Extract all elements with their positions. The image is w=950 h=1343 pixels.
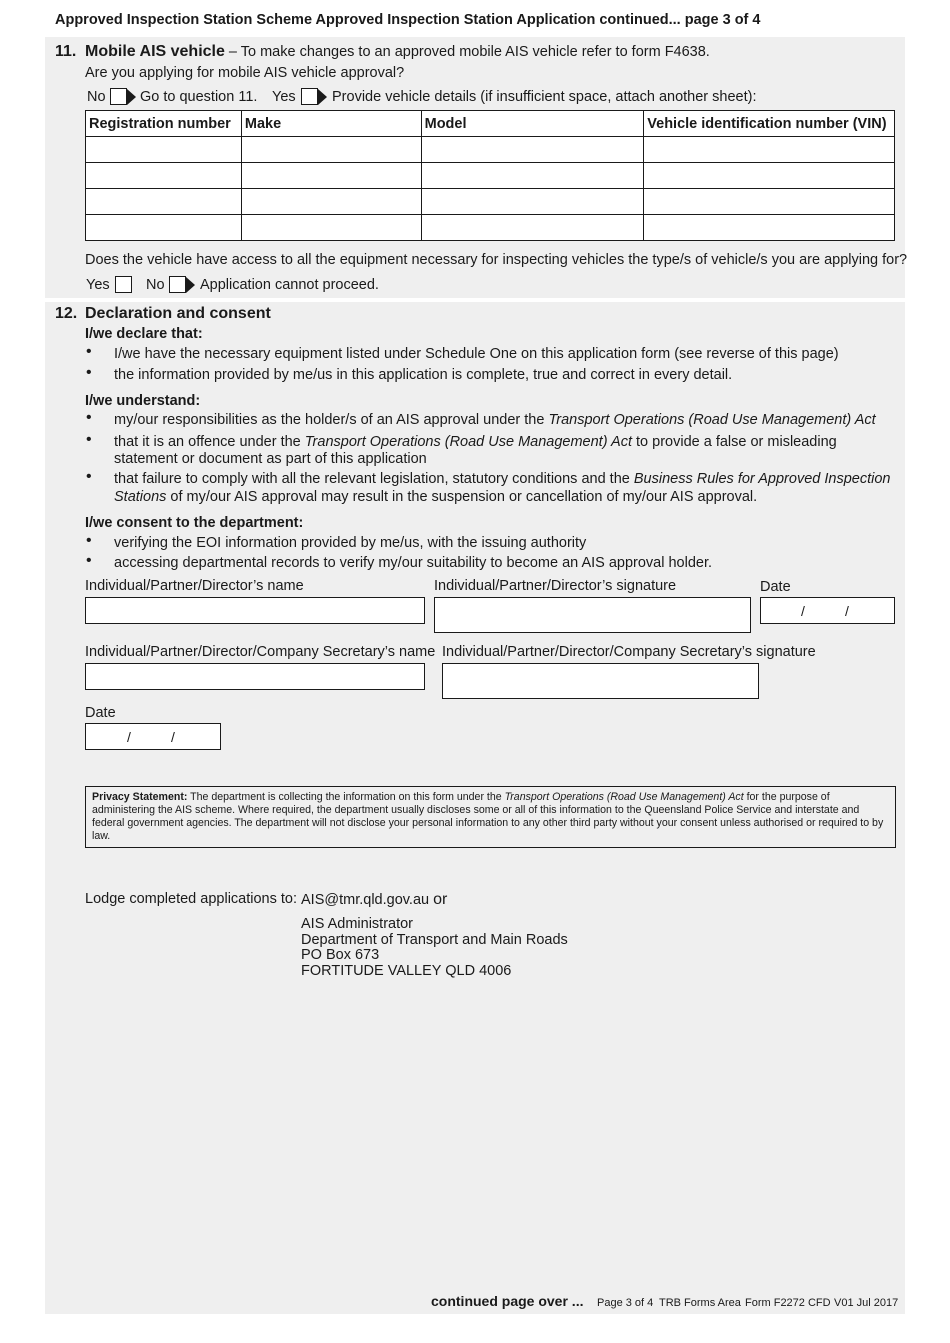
date1-separator: / [801,603,805,619]
column-header-vin: Vehicle identification number (VIN) [644,111,895,137]
vin-cell[interactable] [644,163,895,189]
name1-field[interactable] [85,597,425,624]
lodge-or: or [433,891,448,908]
name1-label: Individual/Partner/Director’s name [85,578,304,594]
question-11-title-line [85,43,710,61]
equip-no-checkbox[interactable] [169,276,186,293]
understand-item: my/our responsibilities as the holder/s of an AIS approval under the Transport Operations (Road Use Management) Act [114,412,876,428]
question-11-title: Mobile AIS vehicle [85,43,225,60]
no-instruction: Go to question 11. [140,89,258,105]
signature2-field[interactable] [442,663,759,699]
registration-cell[interactable] [86,215,242,241]
equip-no-instruction: Application cannot proceed. [200,277,379,293]
model-cell[interactable] [421,189,644,215]
understand-item: that failure to comply with all the relevant legislation, statutory conditions and the Business Rules for Approved Inspection [114,471,891,487]
table-row [86,189,895,215]
date2-label: Date [85,705,116,721]
understand-item-continued: Stations of my/our AIS approval may result in the suspension or cancellation of my/our AIS approval. [114,489,758,505]
understand-item: that it is an offence under the Transport Operations (Road Use Management) Act to provide a false or misleading [114,434,837,450]
bullet-icon: • [86,343,92,360]
sig1-label: Individual/Partner/Director’s signature [434,578,677,594]
model-cell[interactable] [421,215,644,241]
consent-item: verifying the EOI information provided by me/us, with the issuing authority [114,535,587,551]
no-label: No [87,89,106,105]
no-checkbox[interactable] [110,88,127,105]
footer-area: TRB Forms Area [659,1297,741,1309]
yes-instruction: Provide vehicle details (if insufficient space, attach another sheet): [332,89,757,105]
address-line: Department of Transport and Main Roads [301,932,568,948]
equip-no-label: No [146,277,165,293]
vin-cell[interactable] [644,215,895,241]
make-cell[interactable] [241,189,421,215]
table-row [86,163,895,189]
declare-item: the information provided by me/us in this application is complete, true and correct in every detail. [114,367,733,383]
understand-item-continued: statement or document as part of this application [114,451,427,467]
vehicle-details-table [85,110,895,241]
bullet-icon: • [86,409,92,426]
question-11-number: 11. [55,43,77,60]
understand-heading: I/we understand: [85,393,201,409]
date2-separator: / [127,729,131,745]
lodge-label: Lodge completed applications to: [85,891,298,907]
table-row [86,137,895,163]
lodge-email[interactable]: AIS@tmr.qld.gov.au [301,892,430,908]
question-11-note: – To make changes to an approved mobile AIS vehicle refer to form F4638. [224,44,710,60]
sig2-label: Individual/Partner/Director/Company Secretary’s signature [442,644,816,660]
equip-yes-checkbox[interactable] [115,276,132,293]
name2-field[interactable] [85,663,425,690]
vin-cell[interactable] [644,137,895,163]
lodge-email-line [301,891,447,909]
consent-item: accessing departmental records to verify my/our suitability to become an AIS approval holder. [114,555,713,571]
arrow-icon [127,89,136,105]
yes-checkbox[interactable] [301,88,318,105]
equipment-question: Does the vehicle have access to all the equipment necessary for inspecting vehicles the type/s of vehicle/s you are applying for? [85,252,908,268]
footer-page: Page 3 of 4 [597,1297,654,1309]
page-header: Approved Inspection Station Scheme Approved Inspection Station Application continued... page 3 of 4 [55,12,761,28]
equip-yes-label: Yes [86,277,110,293]
arrow-icon [318,89,327,105]
date1-separator: / [845,603,849,619]
bullet-icon: • [86,364,92,381]
bullet-icon: • [86,431,92,448]
privacy-statement: Privacy Statement: The department is collecting the information on this form under the Transport Operations (Road Use Management) Act for the purpose of administering the AIS scheme. Where required, the department usually discloses some or all of this information to the Queensland Police Service and interstate and federal government agencies. The department will not disclose your personal information to any other third party without your consent unless authorised or required to by law. [85,786,896,848]
question-12-title: Declaration and consent [85,305,271,322]
table-row [86,215,895,241]
question-12-number: 12. [55,305,78,322]
date2-field[interactable] [85,723,221,750]
bullet-icon: • [86,532,92,549]
consent-heading: I/we consent to the department: [85,515,304,531]
question-11-question: Are you applying for mobile AIS vehicle approval? [85,65,405,81]
make-cell[interactable] [241,215,421,241]
yes-label: Yes [272,89,296,105]
date1-field[interactable] [760,597,895,624]
registration-cell[interactable] [86,137,242,163]
bullet-icon: • [86,468,92,485]
vin-cell[interactable] [644,189,895,215]
column-header-model: Model [421,111,644,137]
model-cell[interactable] [421,163,644,189]
declare-heading: I/we declare that: [85,326,203,342]
model-cell[interactable] [421,137,644,163]
make-cell[interactable] [241,163,421,189]
date2-separator: / [171,729,175,745]
continued-text: continued page over ... [431,1293,584,1309]
name2-label: Individual/Partner/Director/Company Secretary’s name [85,644,436,660]
table-header-row [86,111,895,137]
bullet-icon: • [86,552,92,569]
column-header-registration: Registration number [86,111,242,137]
date1-label: Date [760,579,791,595]
registration-cell[interactable] [86,163,242,189]
make-cell[interactable] [241,137,421,163]
arrow-icon [186,277,195,293]
declare-item: I/we have the necessary equipment listed under Schedule One on this application form (see reverse of this page) [114,346,839,362]
signature1-field[interactable] [434,597,751,633]
address-line: AIS Administrator [301,916,414,932]
footer-form: Form F2272 CFD [745,1297,831,1309]
column-header-make: Make [241,111,421,137]
address-line: PO Box 673 [301,947,380,963]
registration-cell[interactable] [86,189,242,215]
address-line: FORTITUDE VALLEY QLD 4006 [301,963,512,979]
footer-version: V01 Jul 2017 [834,1297,899,1309]
